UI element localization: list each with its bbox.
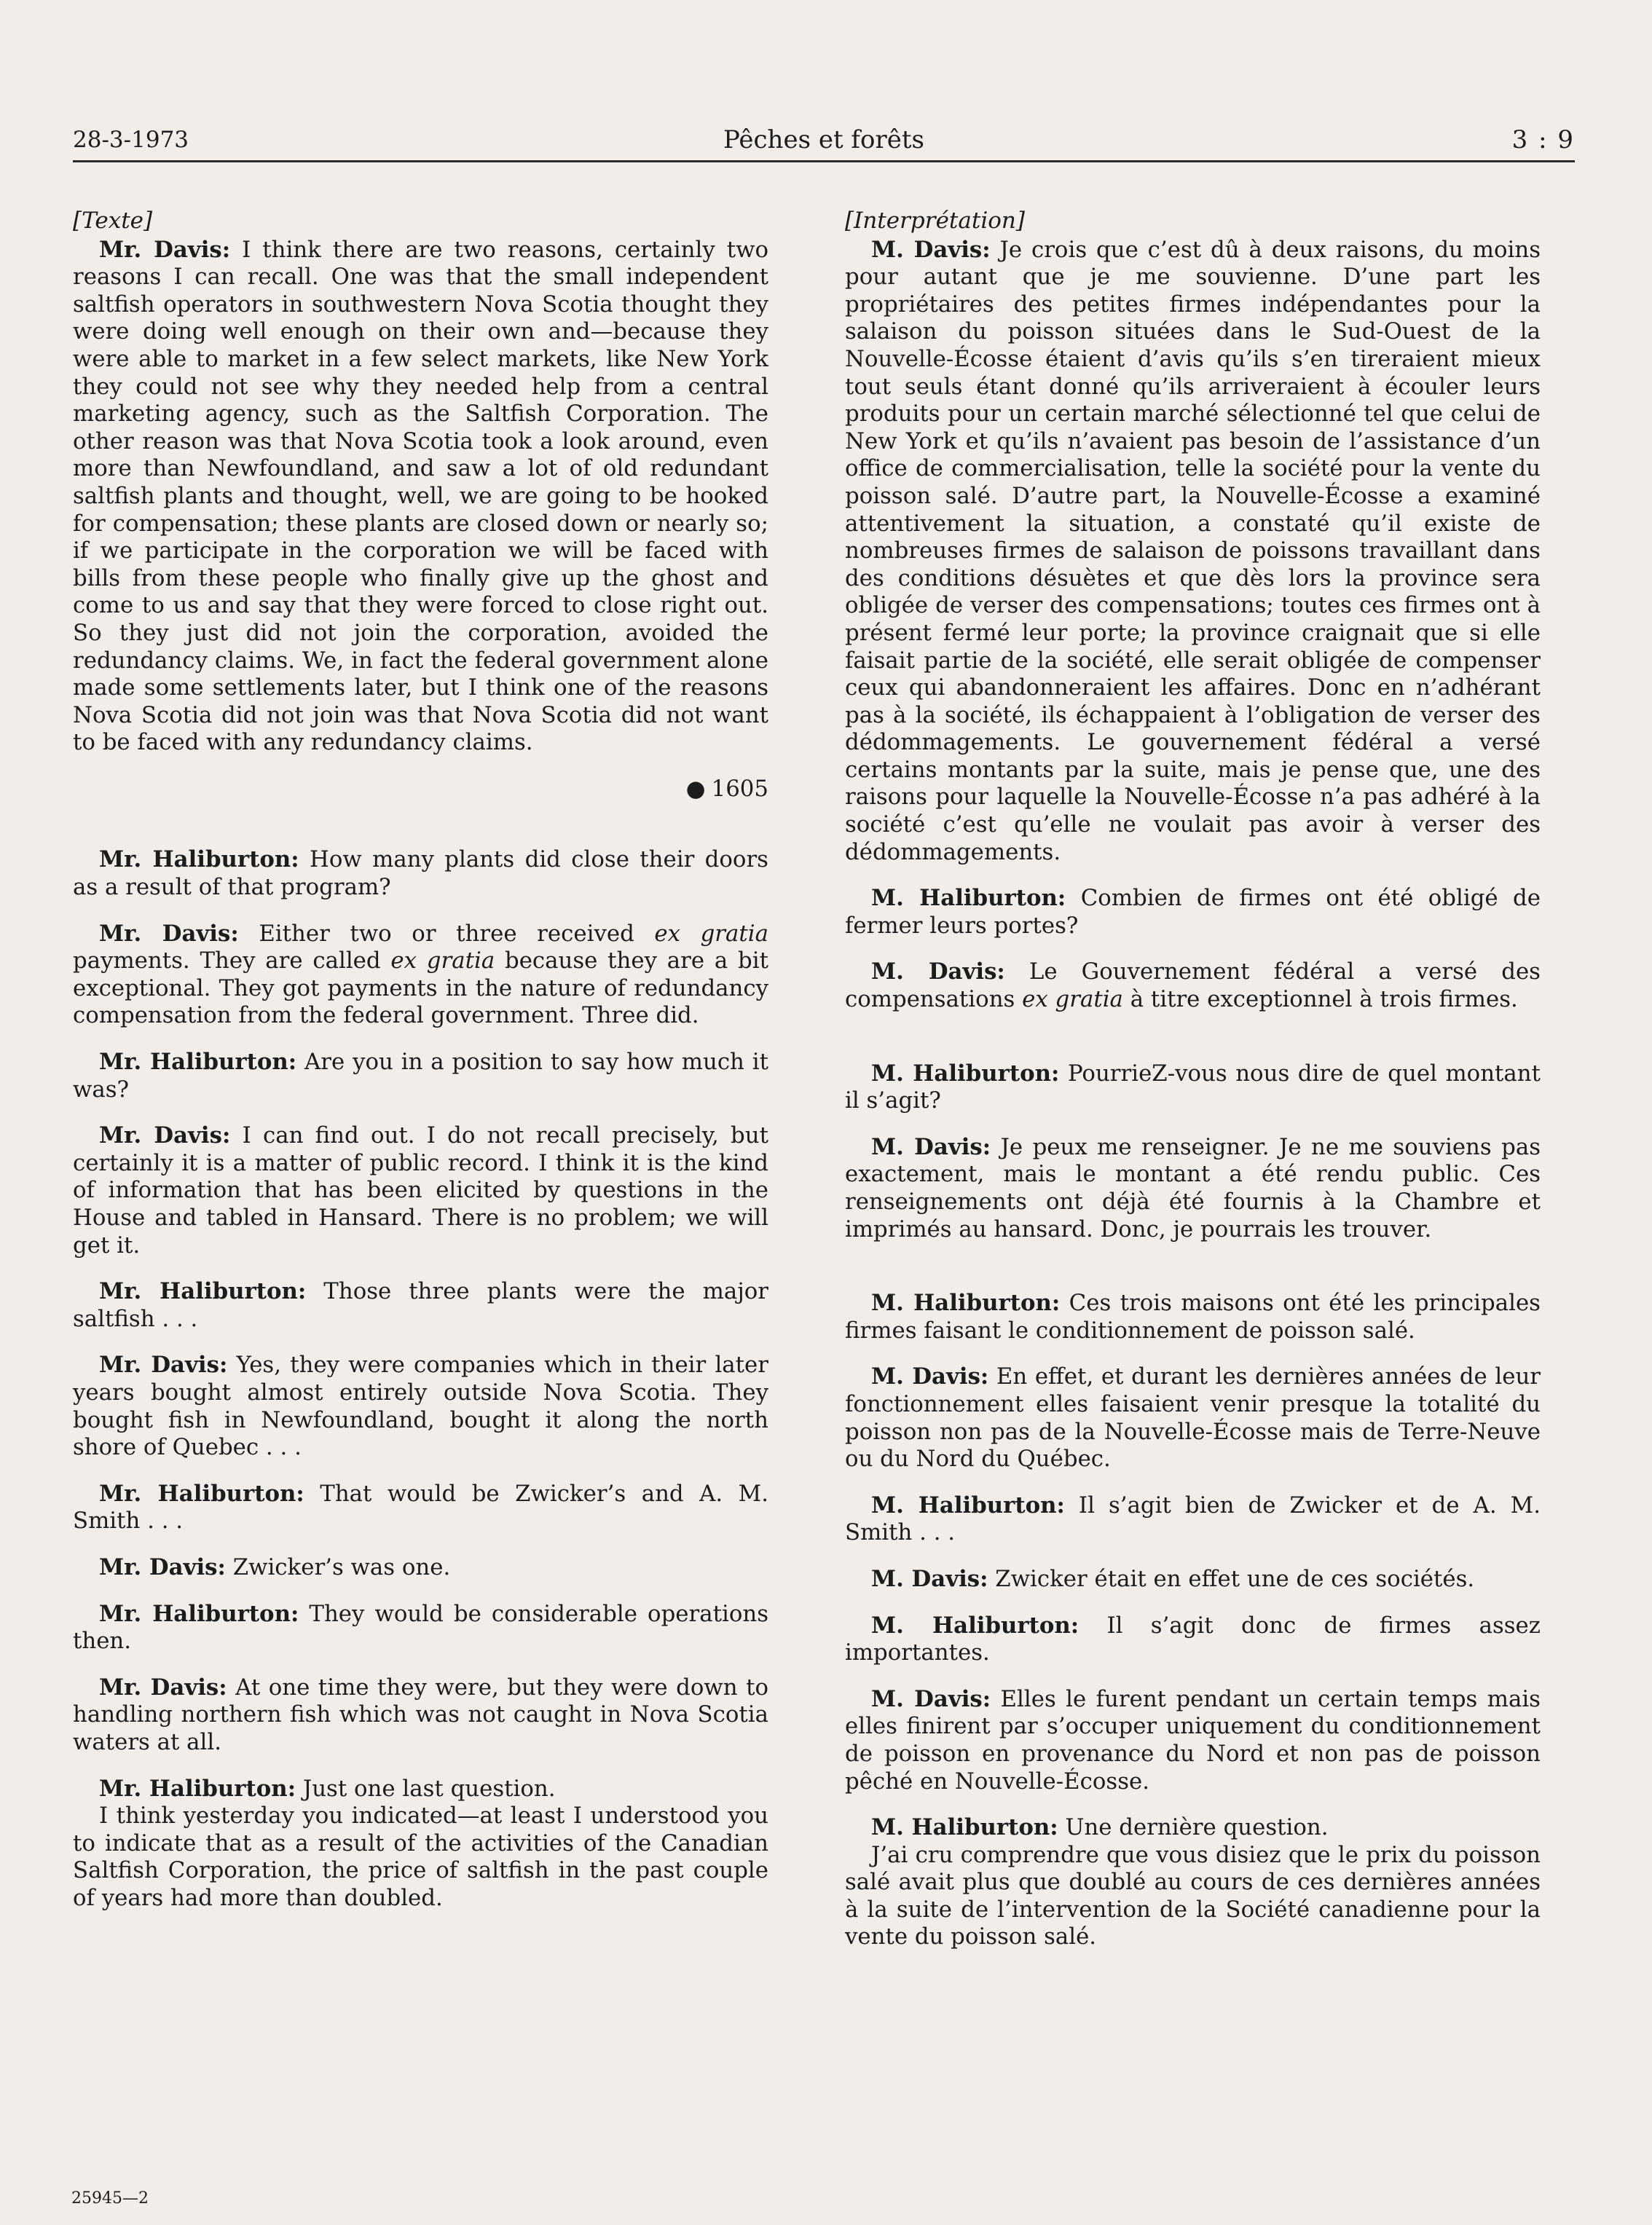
speech-text: Il s’agit bien de Zwicker et de A. M. Smith . . . [845, 1492, 1541, 1546]
speech-text: Either two or three received [238, 920, 655, 947]
speech-text: Combien de firmes ont été obligé de fermer leurs portes? [845, 885, 1541, 939]
speaker-name: Mr. Haliburton: [99, 1775, 296, 1802]
speaker-name: M. Davis: [871, 1565, 988, 1592]
paragraph [845, 1612, 1541, 1667]
header-date: 28-3-1973 [73, 127, 189, 153]
speech-text: Le Gouvernement fédéral a versé des compensations [845, 958, 1541, 1013]
speaker-name: Mr. Davis: [99, 236, 231, 263]
paragraph [73, 1481, 768, 1535]
speech-text: En effet, et durant les dernières années de leur fonctionnement elles faisaient venir presque la totalité du poisson non pas de la Nouvelle-Écosse mais de Terre-Neuve ou du Nord du Québec. [845, 1363, 1541, 1473]
speaker-name: Mr. Haliburton: [99, 1480, 304, 1507]
paragraph [73, 1601, 768, 1655]
latin-term: ex gratia [390, 948, 495, 974]
speech-text: At one time they were, but they were down to handling northern fish which was not caught in Nova Scotia waters at all. [73, 1674, 768, 1755]
speaker-name: M. Haliburton: [871, 1814, 1058, 1841]
paragraph [73, 237, 768, 757]
timecode [73, 776, 768, 803]
paragraph [73, 1122, 768, 1259]
speech-text: I think there are two reasons, certainly two reasons I can recall. One was that the small independent saltfish operators in southwestern Nova Scotia thought they were doing well enough on their own and—because they were able to market in a few select markets, like New York they could not see why they needed help from a central marketing agency, such as the Saltfish Corporation. The other reason was that Nova Scotia took a look around, even more than Newfoundland, and saw a lot of old redundant saltfish plants and thought, well, we are going to be hooked for compensation; these plants are closed down or nearly so; if we participate in the corporation we will be faced with bills from these people who finally give up the ghost and come to us and say that they were forced to close right out. So they just did not join the corporation, avoided the redundancy claims. We, in fact the federal government alone made some settlements later, but I think one of the reasons Nova Scotia did not join was that Nova Scotia did not want to be faced with any redundancy claims. [73, 236, 768, 756]
speech-text: à titre exceptionnel à trois firmes. [1122, 986, 1518, 1013]
french-column [845, 208, 1541, 1970]
speech-text: payments. They are called [73, 948, 391, 974]
speaker-name: M. Davis: [871, 1363, 989, 1390]
paragraph [845, 1290, 1541, 1344]
english-column [73, 208, 768, 1931]
speech-text: That would be Zwicker’s and A. M. Smith . . . [73, 1480, 768, 1535]
paragraph [73, 1278, 768, 1333]
header-page-number: 3 : 9 [1511, 125, 1575, 154]
speech-text: Those three plants were the major saltfish . . . [73, 1278, 769, 1332]
paragraph [73, 846, 768, 901]
paragraph [845, 1686, 1541, 1795]
paragraph [845, 237, 1541, 867]
timecode-value: 1605 [711, 775, 768, 802]
latin-term: ex gratia [654, 920, 768, 947]
paragraph [845, 1814, 1541, 1842]
speaker-name: M. Haliburton: [871, 1290, 1061, 1317]
speaker-name: Mr. Davis: [99, 1352, 228, 1379]
speech-text: Elles le furent pendant un certain temps mais elles finirent par s’occuper uniquement du conditionnement de poisson en provenance du Nord et non pas de poisson pêché en Nouvelle-Écosse. [845, 1685, 1541, 1795]
speaker-name: M. Haliburton: [871, 1060, 1060, 1087]
speech-text: Une dernière question. [1058, 1814, 1329, 1841]
paragraph [845, 958, 1541, 1013]
speaker-name: Mr. Davis: [99, 920, 239, 947]
paragraph [73, 1674, 768, 1757]
paragraph [73, 1352, 768, 1461]
footer-code: 25945—2 [71, 2189, 149, 2208]
speech-text: Ces trois maisons ont été les principales firmes faisant le conditionnement de poisson salé. [845, 1290, 1541, 1344]
speaker-name: M. Haliburton: [871, 885, 1066, 912]
speech-text: Yes, they were companies which in their later years bought almost entirely outside Nova Scotia. They bought fish in Newfoundland, bought it along the north shore of Quebec . . . [73, 1352, 768, 1461]
speech-text: Je crois que c’est dû à deux raisons, du moins pour autant que je me souvienne. D’une part les propriétaires des petites firmes indépendantes pour la salaison du poisson situées dans le Sud-Ouest de la Nouvelle-Écosse étaient d’avis qu’ils s’en tireraient mieux tout seuls étant donné qu’ils arriveraient à écouler leurs produits pour un certain marché sélectionné tel que celui de New York et qu’ils n’avaient pas besoin de l’assistance d’un office de commercialisation, telle la société pour la vente du poisson salé. D’autre part, la Nouvelle-Écosse a examiné attentivement la situation, a constaté qu’il existe de nombreuses firmes de salaison de poissons travaillant dans des conditions désuètes et que dès lors la province sera obligée de verser des compensations; toutes ces firmes ont à présent fermé leur porte; la province craignait que si elle faisait partie de la société, elle serait obligée de compenser ceux qui abandonneraient les affaires. Donc en n’adhérant pas à la société, ils échappaient à l’obligation de verser des dédommagements. Le gouvernement fédéral a versé certains montants par la suite, mais je pense que, une des raisons pour laquelle la Nouvelle-Écosse n’a pas adhéré à la société c’est qu’elle ne voulait pas avoir à verser des dédommagements. [845, 236, 1541, 865]
paragraph [845, 1492, 1541, 1547]
speaker-name: M. Davis: [871, 1685, 991, 1712]
speech-text: Zwicker’s was one. [225, 1553, 451, 1580]
speech-text: I can find out. I do not recall precisely, but certainly it is a matter of public record. I think it is the kind of information that has been elicited by questions in the House and tabled in Hansard. There is no problem; we will get it. [73, 1122, 768, 1259]
paragraph [845, 1134, 1541, 1243]
header-title: Pêches et forêts [723, 125, 924, 154]
paragraph [73, 1049, 768, 1103]
speech-text: Are you in a position to say how much it was? [73, 1049, 768, 1103]
speech-text: PourrieZ-vous nous dire de quel montant il s’agit? [845, 1060, 1541, 1114]
paragraph [845, 1566, 1541, 1594]
paragraph: J’ai cru comprendre que vous disiez que le prix du poisson salé avait plus que doublé au cours de ces dernières années à la suite de l’intervention de la Société canadienne pour la vente du poisson salé. [845, 1841, 1541, 1950]
paragraph [845, 1363, 1541, 1473]
speaker-name: Mr. Haliburton: [99, 1049, 297, 1076]
paragraph: I think yesterday you indicated—at least I understood you to indicate that as a result of the activities of the Canadian Saltfish Corporation, the price of saltfish in the past couple of years had more than doubled. [73, 1803, 768, 1911]
speech-text: Il s’agit donc de firmes assez importantes. [845, 1612, 1541, 1666]
speech-text: Zwicker était en effet une de ces sociétés. [988, 1565, 1475, 1592]
speech-text: because they are a bit exceptional. They got payments in the nature of redundancy compensation from the federal government. Three did. [73, 948, 768, 1029]
speaker-name: Mr. Haliburton: [99, 846, 299, 873]
speaker-name: Mr. Haliburton: [99, 1278, 307, 1305]
speech-text: Just one last question. [296, 1775, 556, 1802]
speaker-name: M. Davis: [871, 1133, 991, 1160]
running-header [73, 122, 1575, 162]
speaker-name: M. Davis: [871, 958, 1005, 985]
speaker-name: M. Haliburton: [871, 1612, 1079, 1639]
paragraph [73, 921, 768, 1030]
speaker-name: M. Haliburton: [871, 1492, 1065, 1519]
speaker-name: Mr. Haliburton: [99, 1600, 299, 1627]
bullet-icon: ● [685, 775, 706, 802]
language-label: [Interprétation] [845, 208, 1025, 234]
speech-text: Je peux me renseigner. Je ne me souviens pas exactement, mais le montant a été rendu public. Ces renseignements ont déjà été fournis à la Chambre et imprimés au hansard. Donc, je pourrais les trouver. [845, 1133, 1541, 1243]
paragraph [845, 1060, 1541, 1115]
speaker-name: Mr. Davis: [99, 1674, 227, 1701]
speech-text: How many plants did close their doors as a result of that program? [73, 846, 768, 901]
speaker-name: Mr. Davis: [99, 1122, 231, 1149]
paragraph [845, 885, 1541, 940]
paragraph [73, 1776, 768, 1803]
latin-term: ex gratia [1022, 986, 1123, 1013]
language-label: [Texte] [73, 208, 153, 234]
speaker-name: Mr. Davis: [99, 1553, 226, 1580]
speaker-name: M. Davis: [871, 236, 991, 263]
paragraph [73, 1554, 768, 1582]
speech-text: They would be considerable operations then. [73, 1600, 768, 1655]
